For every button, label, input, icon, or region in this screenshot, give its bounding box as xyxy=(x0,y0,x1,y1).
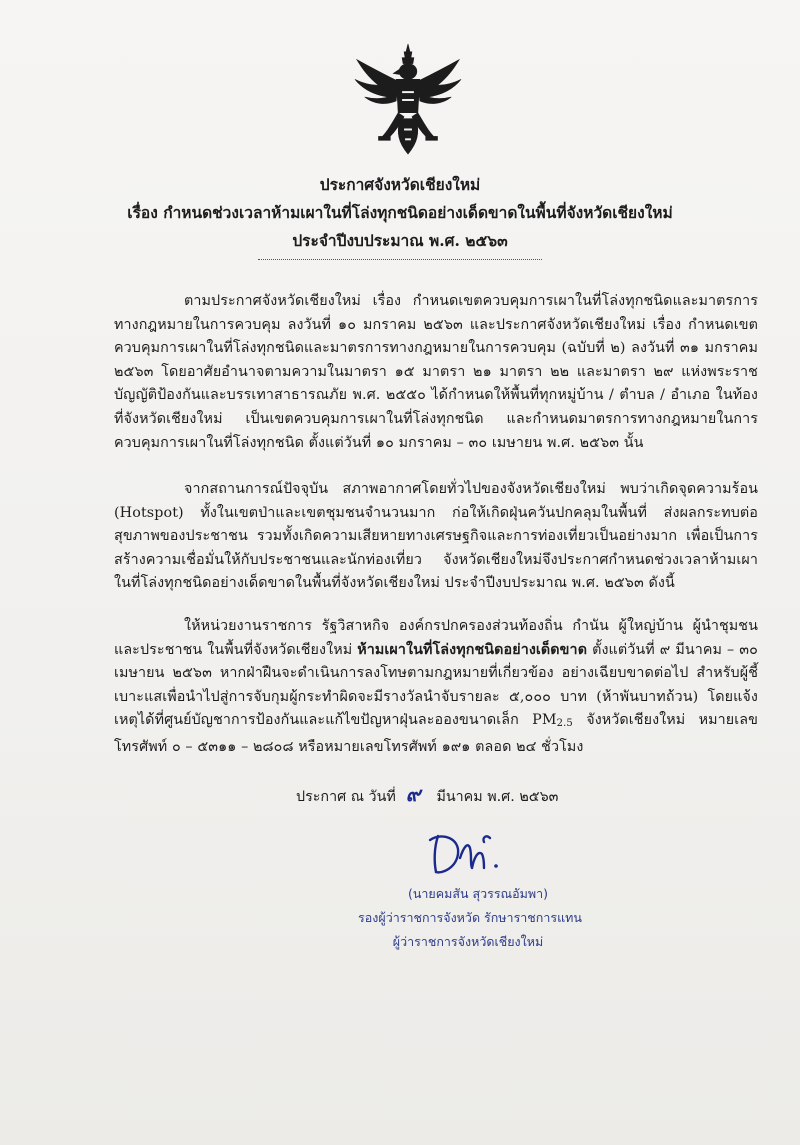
date-month-year: มีนาคม พ.ศ. ๒๕๖๓ xyxy=(436,789,559,805)
handwritten-signature-icon xyxy=(420,828,510,878)
paragraph-situation: จากสถานการณ์ปัจจุบัน สภาพอากาศโดยทั่วไปของจังหวัดเชียงใหม่ พบว่าเกิดจุดความร้อน (Hotspot) ทั้งในเขตป่าและเขตชุมชนจำนวนมาก ก่อให้เกิดฝุ่นควันปกคลุมในพื้นที่ ส่งผลกระทบต่อสุขภาพของประชาชน รวมทั้งเกิดความเสียหายทางเศรษฐกิจและการท่องเที่ยวเป็นอย่างมาก เพื่อเป็นการสร้างความเชื่อมั่นให้กับประชาชนและนักท่องเที่ยว จังหวัดเชียงใหม่จึงประกาศกำหนดช่วงเวลาห้ามเผาในที่โล่งทุกชนิดอย่างเด็ดขาดในพื้นที่จังหวัดเชียงใหม่ ประจำปีงบประมาณ พ.ศ. ๒๕๖๓ ดังนี้ xyxy=(114,481,758,592)
order-text-middle: ตั้งแต่วันที่ ๙ มีนาคม – ๓๐ เมษายน ๒๕๖๓ หากฝ่าฝืนจะดำเนินการลงโทษตามกฎหมายที่เกี่ยวข้อง อย่างเฉียบขาดต่อไป สำหรับผู้ชี้เบาะแสเพื่อนำไปสู่การจับกุมผู้กระทำผิดจะมีรางวัลนำจับรายละ ๕,๐๐๐ บาท (ห้าพันบาทถ้วน) โดยแจ้งเหตุได้ที่ศูนย์บัญชาการป้องกันและแก้ไขปัญหาฝุ่นละอองขนาดเล็ก PM xyxy=(114,641,758,729)
order-text-end: จังหวัดเชียงใหม่ หมายเลขโทรศัพท์ ๐ – ๕๓๑๑ – ๒๘๐๘ หรือหมายเลขโทรศัพท์ ๑๙๑ ตลอด ๒๔ ชั่วโมง xyxy=(114,712,758,755)
garuda-emblem-icon xyxy=(349,40,467,158)
date-day-handwritten: ๙ xyxy=(405,782,421,806)
pm-subscript: 2.5 xyxy=(556,718,573,730)
burn-ban-emphasis: ห้ามเผาในที่โล่งทุกชนิดอย่างเด็ดขาด xyxy=(357,641,588,658)
signer-position-governor: ผู้ว่าราชการจังหวัดเชียงใหม่ xyxy=(392,934,544,949)
signer-position-acting: รองผู้ว่าราชการจังหวัด รักษาราชการแทน xyxy=(358,910,582,925)
announcement-date xyxy=(296,778,558,810)
announcement-subject: เรื่อง กำหนดช่วงเวลาห้ามเผาในที่โล่งทุกชนิดอย่างเด็ดขาดในพื้นที่จังหวัดเชียงใหม่ xyxy=(127,203,673,222)
announcement-fiscal-year: ประจำปีงบประมาณ พ.ศ. ๒๕๖๓ xyxy=(292,231,508,250)
title-separator xyxy=(258,259,542,260)
paragraph-background: ตามประกาศจังหวัดเชียงใหม่ เรื่อง กำหนดเขตควบคุมการเผาในที่โล่งทุกชนิดและมาตรการทางกฎหมายในการควบคุม ลงวันที่ ๑๐ มกราคม ๒๕๖๓ และประกาศจังหวัดเชียงใหม่ เรื่อง กำหนดเขตควบคุมการเผาในที่โล่งทุกชนิดและมาตรการทางกฎหมายในการควบคุม (ฉบับที่ ๒) ลงวันที่ ๓๑ มกราคม ๒๕๖๓ โดยอาศัยอำนาจตามความในมาตรา ๑๕ มาตรา ๒๑ มาตรา ๒๒ และมาตรา ๒๙ แห่งพระราชบัญญัติป้องกันและบรรเทาสาธารณภัย พ.ศ. ๒๕๕๐ ได้กำหนดให้พื้นที่ทุกหมู่บ้าน / ตำบล / อำเภอ ในท้องที่จังหวัดเชียงใหม่ เป็นเขตควบคุมการเผาในที่โล่งทุกชนิด และกำหนดมาตรการทางกฎหมายในการควบคุมการเผาในที่โล่งทุกชนิด ตั้งแต่วันที่ ๑๐ มกราคม – ๓๐ เมษายน พ.ศ. ๒๕๖๓ นั้น xyxy=(114,293,758,451)
order-text-start: ให้หน่วยงานราชการ รัฐวิสาหกิจ องค์กรปกครองส่วนท้องถิ่น กำนัน ผู้ใหญ่บ้าน ผู้นำชุมชนและประชาชน ในพื้นที่จังหวัดเชียงใหม่ xyxy=(114,618,758,658)
paragraph-order xyxy=(114,615,758,760)
signer-name: (นายคมสัน สุวรรณอัมพา) xyxy=(407,886,549,901)
announcement-title: ประกาศจังหวัดเชียงใหม่ xyxy=(319,175,481,194)
date-prefix: ประกาศ ณ วันที่ xyxy=(296,789,396,805)
